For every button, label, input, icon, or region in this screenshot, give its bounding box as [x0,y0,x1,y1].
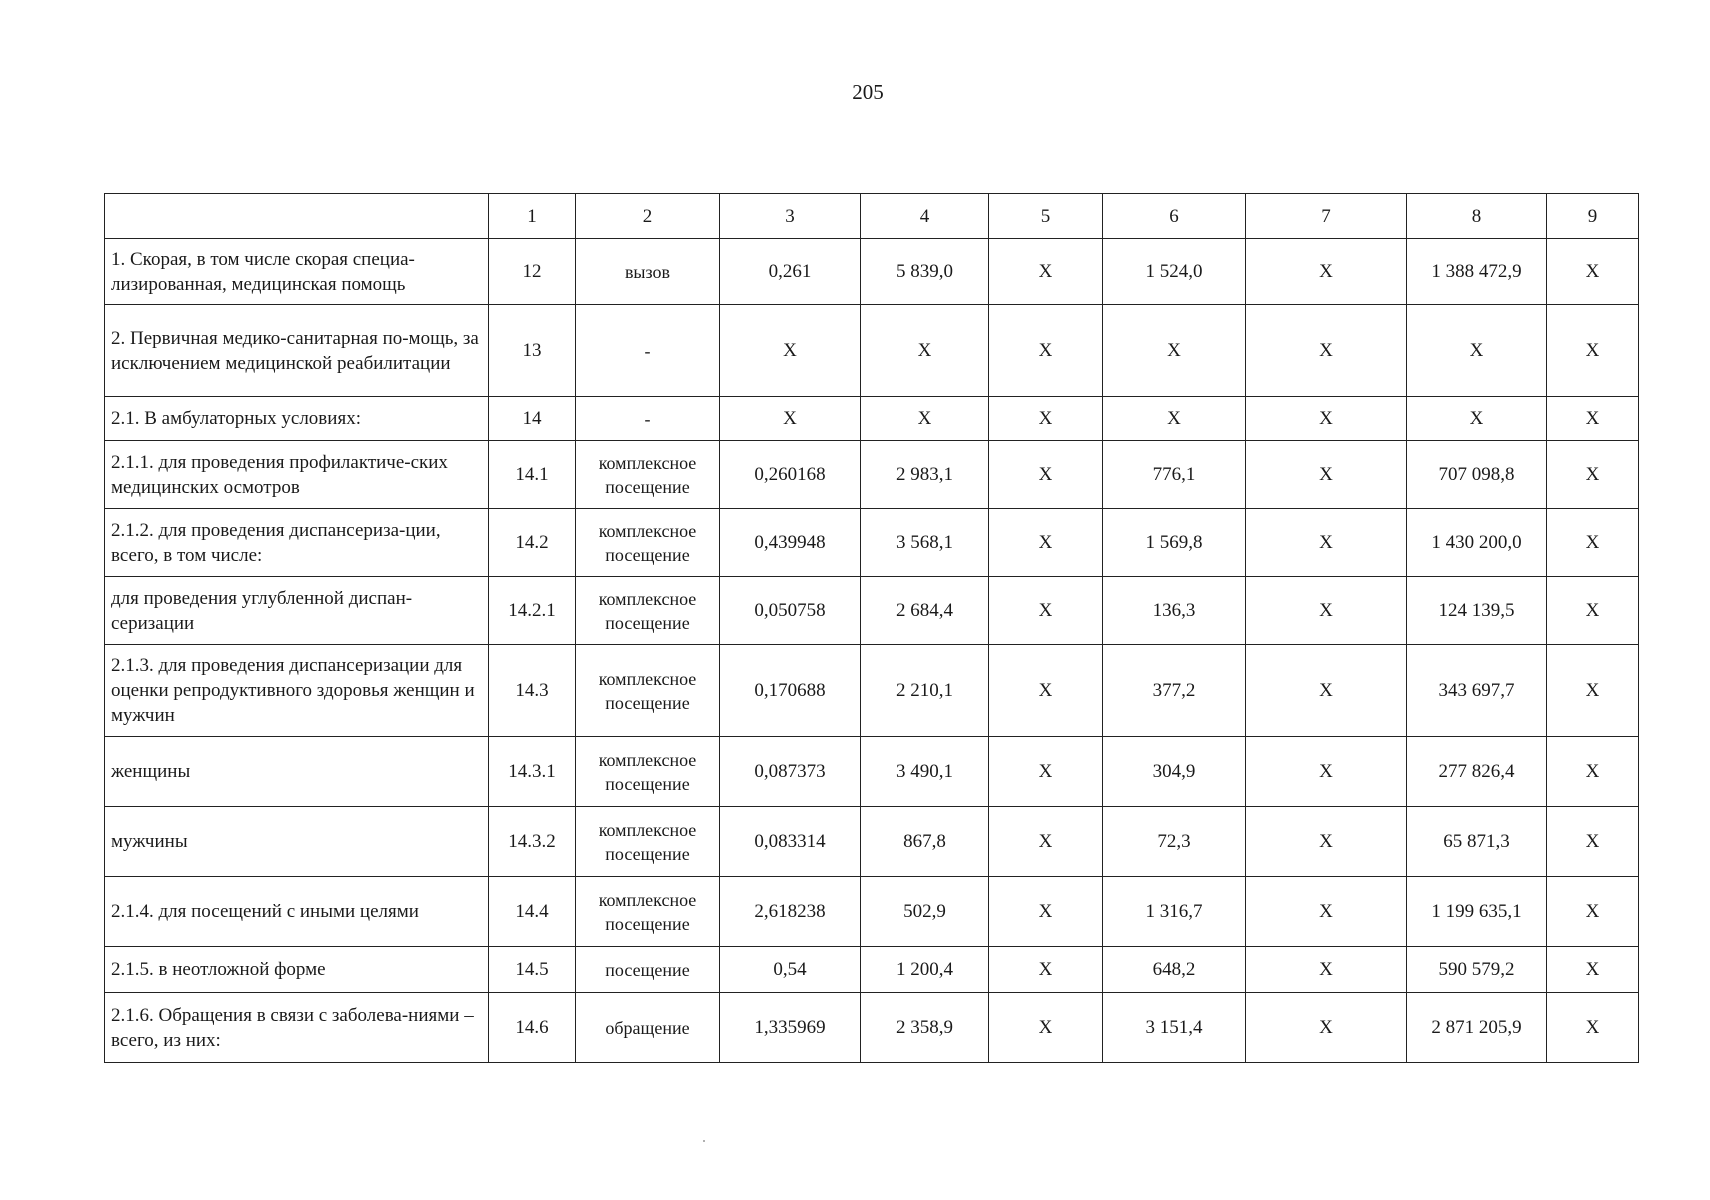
row-cell-1: 14.5 [489,947,576,993]
row-cell-1: 14 [489,397,576,441]
row-cell-4: 2 210,1 [861,645,989,737]
row-cell-7: X [1246,397,1407,441]
row-cell-6: 776,1 [1103,441,1246,509]
row-cell-1: 13 [489,305,576,397]
row-cell-9: X [1547,239,1639,305]
row-cell-9: X [1547,509,1639,577]
row-cell-2: комплексное посещение [576,441,720,509]
row-name-cell: 2.1.5. в неотложной форме [105,947,489,993]
row-cell-6: 648,2 [1103,947,1246,993]
row-cell-6: 136,3 [1103,577,1246,645]
page-number: 205 [852,80,884,104]
row-name-cell: 2. Первичная медико-санитарная по-мощь, за исключением медицинской реабилитации [105,305,489,397]
row-cell-7: X [1246,993,1407,1063]
row-cell-5: X [989,877,1103,947]
row-cell-8: 1 430 200,0 [1407,509,1547,577]
table-row [105,947,1639,993]
table-row [105,577,1639,645]
row-cell-4: 867,8 [861,807,989,877]
row-cell-4: 5 839,0 [861,239,989,305]
row-cell-5: X [989,509,1103,577]
row-cell-4: X [861,305,989,397]
row-cell-1: 14.2.1 [489,577,576,645]
row-cell-5: X [989,397,1103,441]
row-cell-9: X [1547,807,1639,877]
row-cell-3: 0,439948 [720,509,861,577]
row-cell-3: X [720,305,861,397]
row-cell-3: 0,260168 [720,441,861,509]
row-name-cell: 1. Скорая, в том числе скорая специа-лизированная, медицинская помощь [105,239,489,305]
table-row [105,877,1639,947]
row-cell-5: X [989,947,1103,993]
row-cell-3: 0,050758 [720,577,861,645]
row-cell-8: 707 098,8 [1407,441,1547,509]
row-cell-3: X [720,397,861,441]
row-name-cell: 2.1.1. для проведения профилактиче-ских медицинских осмотров [105,441,489,509]
row-cell-8: 65 871,3 [1407,807,1547,877]
table-row [105,441,1639,509]
row-cell-1: 12 [489,239,576,305]
header-row [105,194,1639,239]
header-cell-name [105,194,489,239]
row-cell-5: X [989,305,1103,397]
row-cell-5: X [989,441,1103,509]
row-cell-4: 502,9 [861,877,989,947]
row-cell-8: 124 139,5 [1407,577,1547,645]
row-cell-7: X [1246,877,1407,947]
row-cell-3: 0,087373 [720,737,861,807]
row-cell-9: X [1547,947,1639,993]
row-cell-2: - [576,305,720,397]
row-name-cell: 2.1.3. для проведения диспансеризации для оценки репродуктивного здоровья женщин и мужчин [105,645,489,737]
row-cell-7: X [1246,577,1407,645]
row-cell-9: X [1547,645,1639,737]
row-cell-3: 1,335969 [720,993,861,1063]
row-cell-1: 14.2 [489,509,576,577]
header-cell-5: 5 [989,194,1103,239]
table-row [105,645,1639,737]
table-body [105,194,1639,1063]
row-cell-4: 2 983,1 [861,441,989,509]
row-cell-5: X [989,807,1103,877]
row-cell-9: X [1547,737,1639,807]
row-cell-1: 14.3.2 [489,807,576,877]
row-cell-5: X [989,993,1103,1063]
row-cell-1: 14.3.1 [489,737,576,807]
header-cell-6: 6 [1103,194,1246,239]
row-cell-7: X [1246,239,1407,305]
table-row [105,737,1639,807]
row-cell-5: X [989,645,1103,737]
table-row [105,239,1639,305]
row-cell-6: 1 316,7 [1103,877,1246,947]
row-cell-5: X [989,577,1103,645]
table-row [105,305,1639,397]
row-name-cell: 2.1.6. Обращения в связи с заболева-ниями – всего, из них: [105,993,489,1063]
row-cell-8: 1 199 635,1 [1407,877,1547,947]
row-cell-3: 0,261 [720,239,861,305]
header-cell-9: 9 [1547,194,1639,239]
row-cell-9: X [1547,305,1639,397]
row-cell-4: 1 200,4 [861,947,989,993]
row-cell-4: X [861,397,989,441]
row-cell-2: комплексное посещение [576,877,720,947]
row-cell-2: посещение [576,947,720,993]
row-name-cell: женщины [105,737,489,807]
scan-dot [703,1140,705,1142]
row-cell-9: X [1547,397,1639,441]
header-cell-2: 2 [576,194,720,239]
row-cell-9: X [1547,877,1639,947]
row-cell-7: X [1246,807,1407,877]
row-cell-6: X [1103,397,1246,441]
row-cell-6: 1 569,8 [1103,509,1246,577]
row-cell-3: 0,170688 [720,645,861,737]
table-row [105,397,1639,441]
header-cell-3: 3 [720,194,861,239]
row-cell-8: 343 697,7 [1407,645,1547,737]
table-row [105,993,1639,1063]
row-cell-8: 277 826,4 [1407,737,1547,807]
header-cell-1: 1 [489,194,576,239]
row-name-cell: 2.1.2. для проведения диспансериза-ции, всего, в том числе: [105,509,489,577]
row-cell-6: 304,9 [1103,737,1246,807]
row-cell-7: X [1246,509,1407,577]
row-cell-2: - [576,397,720,441]
table-row [105,509,1639,577]
row-cell-2: комплексное посещение [576,577,720,645]
row-cell-1: 14.3 [489,645,576,737]
row-cell-2: комплексное посещение [576,509,720,577]
row-cell-8: 2 871 205,9 [1407,993,1547,1063]
row-cell-3: 0,083314 [720,807,861,877]
row-cell-7: X [1246,947,1407,993]
row-cell-7: X [1246,645,1407,737]
row-cell-6: 72,3 [1103,807,1246,877]
header-cell-4: 4 [861,194,989,239]
row-cell-2: комплексное посещение [576,645,720,737]
row-cell-2: комплексное посещение [576,737,720,807]
row-cell-5: X [989,239,1103,305]
row-cell-1: 14.1 [489,441,576,509]
row-cell-6: 1 524,0 [1103,239,1246,305]
row-cell-2: вызов [576,239,720,305]
row-cell-2: комплексное посещение [576,807,720,877]
row-name-cell: мужчины [105,807,489,877]
row-cell-9: X [1547,441,1639,509]
data-table [104,193,1639,1063]
row-cell-4: 2 684,4 [861,577,989,645]
row-cell-8: X [1407,397,1547,441]
row-cell-7: X [1246,441,1407,509]
row-cell-5: X [989,737,1103,807]
row-cell-3: 2,618238 [720,877,861,947]
row-cell-8: 590 579,2 [1407,947,1547,993]
row-cell-9: X [1547,993,1639,1063]
row-cell-8: 1 388 472,9 [1407,239,1547,305]
row-cell-4: 3 490,1 [861,737,989,807]
row-cell-6: 3 151,4 [1103,993,1246,1063]
row-cell-1: 14.6 [489,993,576,1063]
row-name-cell: 2.1.4. для посещений с иными целями [105,877,489,947]
table-row [105,807,1639,877]
row-cell-2: обращение [576,993,720,1063]
row-cell-1: 14.4 [489,877,576,947]
row-cell-4: 2 358,9 [861,993,989,1063]
row-cell-6: 377,2 [1103,645,1246,737]
header-cell-7: 7 [1246,194,1407,239]
row-cell-6: X [1103,305,1246,397]
row-cell-7: X [1246,305,1407,397]
row-cell-8: X [1407,305,1547,397]
header-cell-8: 8 [1407,194,1547,239]
row-cell-4: 3 568,1 [861,509,989,577]
row-name-cell: для проведения углубленной диспан-серизации [105,577,489,645]
row-name-cell: 2.1. В амбулаторных условиях: [105,397,489,441]
row-cell-3: 0,54 [720,947,861,993]
row-cell-7: X [1246,737,1407,807]
row-cell-9: X [1547,577,1639,645]
